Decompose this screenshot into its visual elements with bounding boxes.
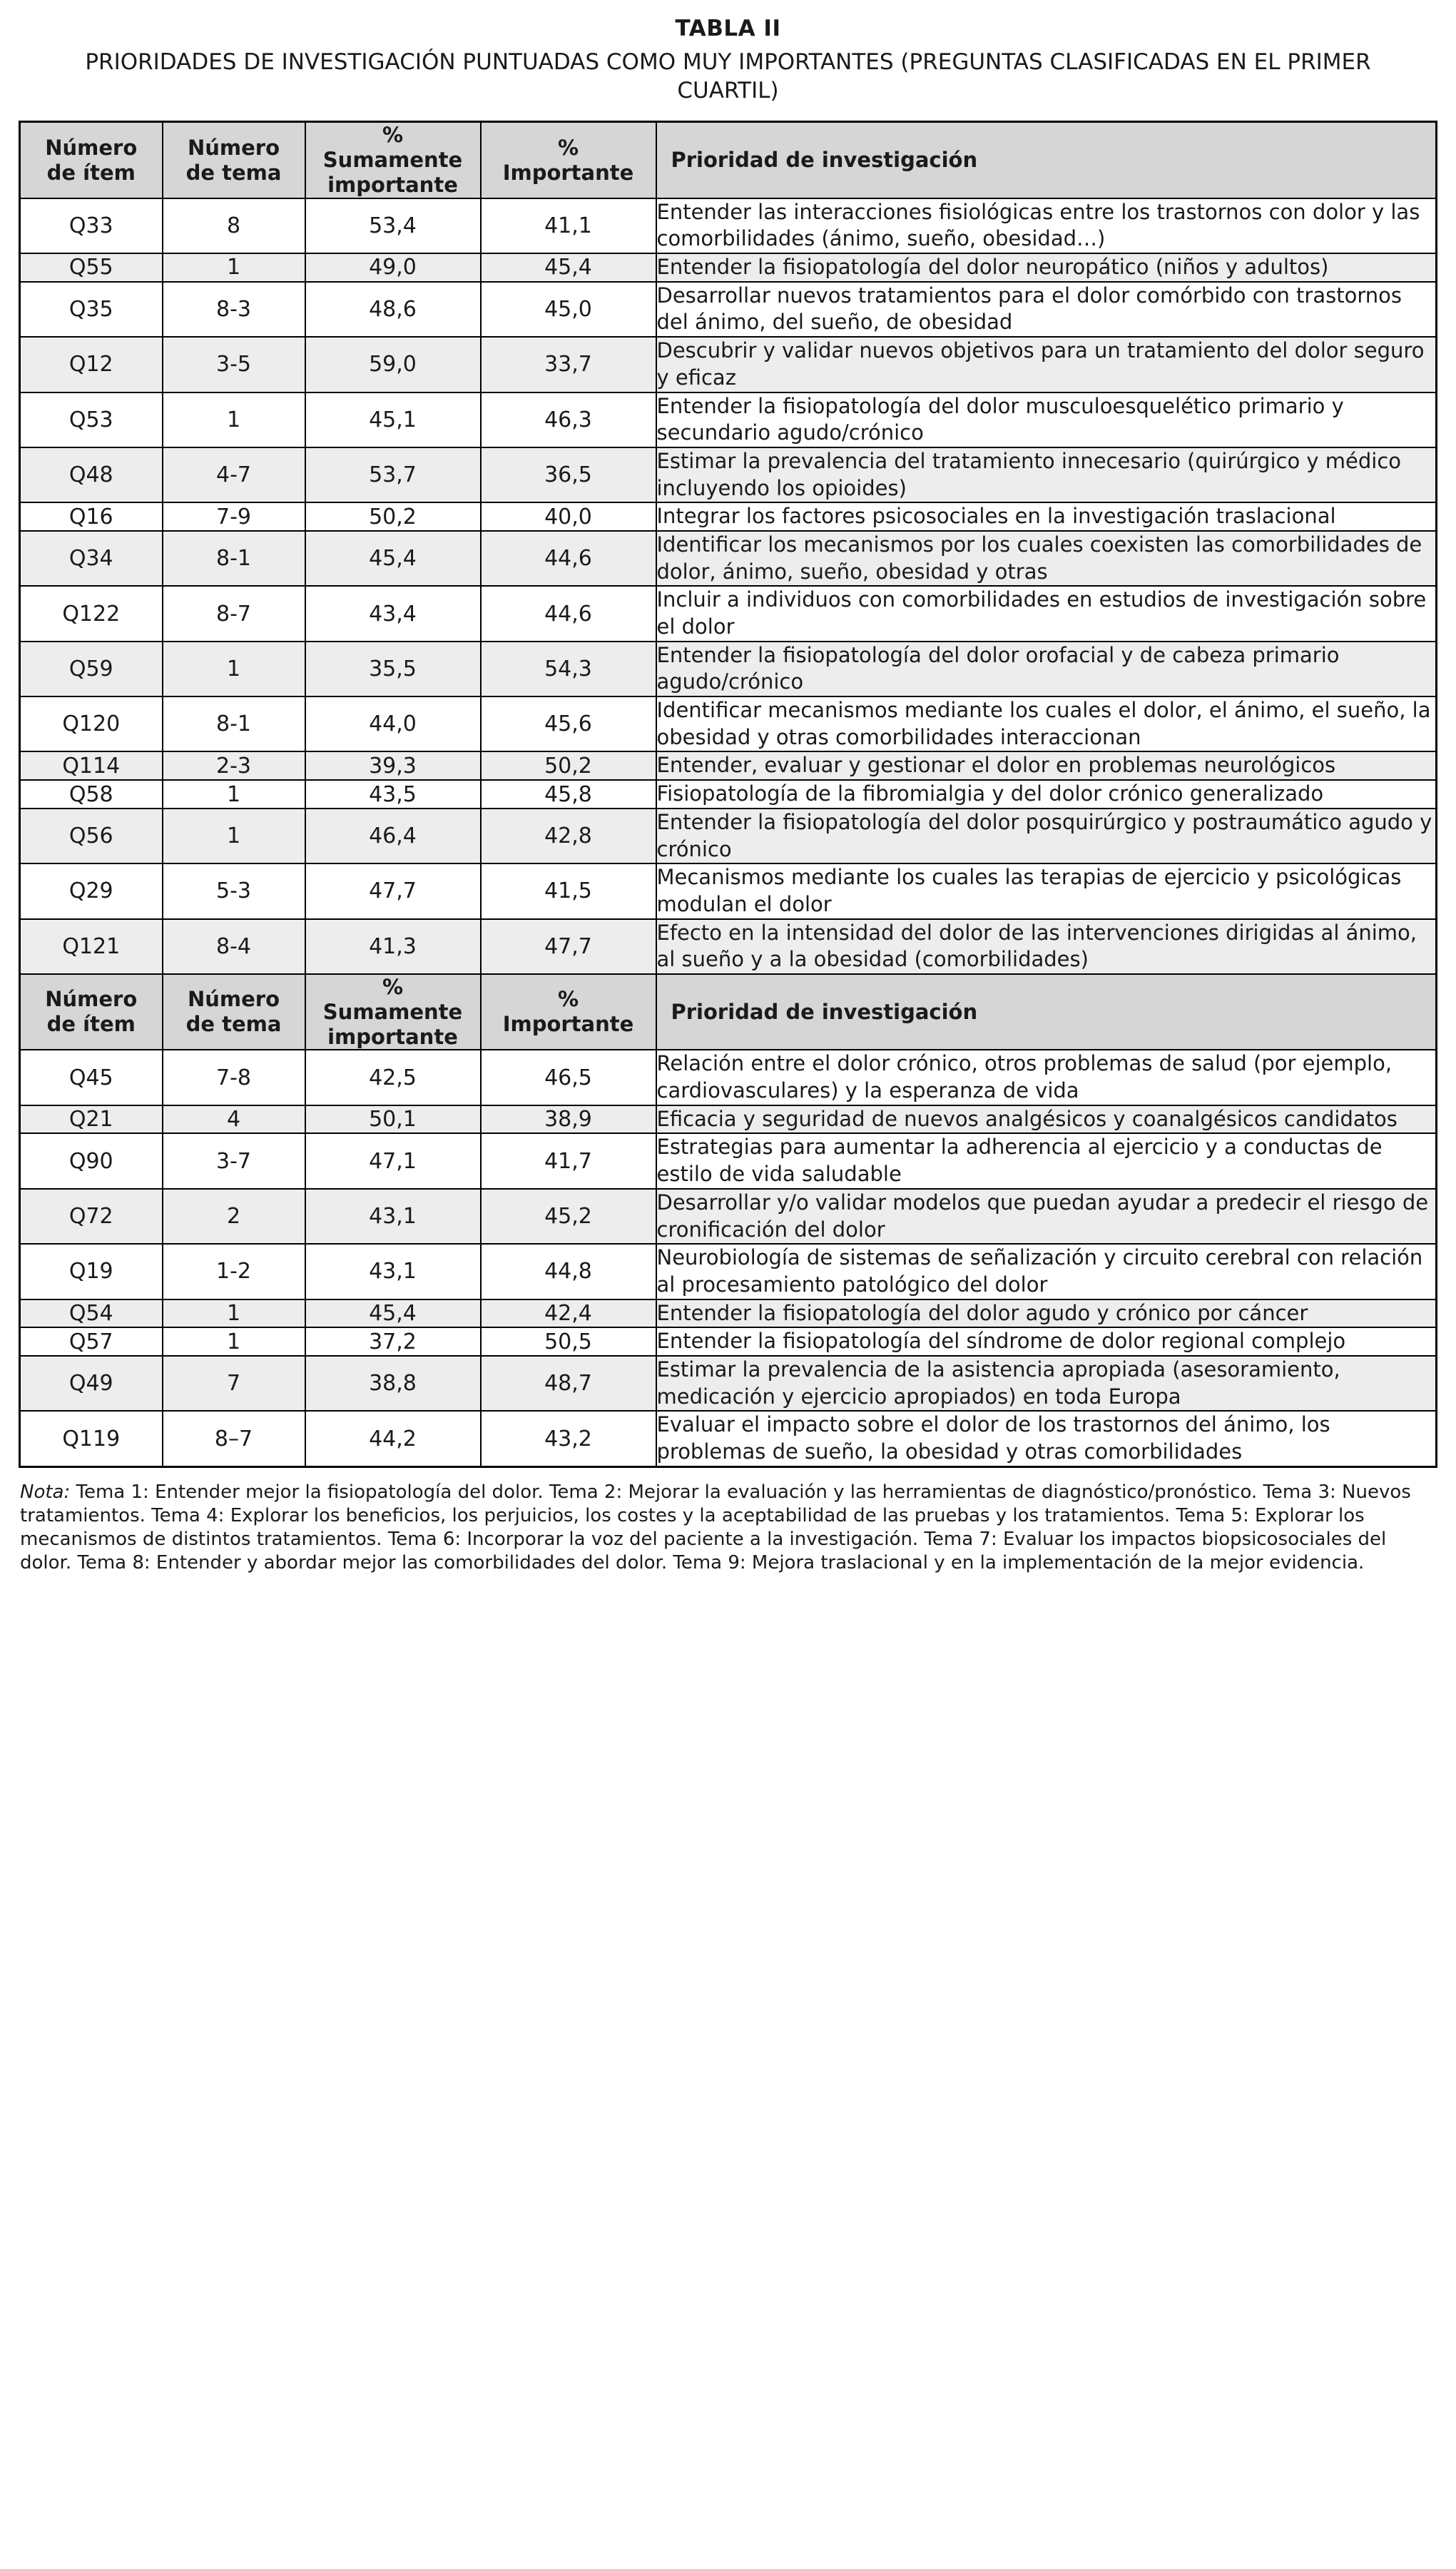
column-header-theme-line-2: de tema	[185, 160, 282, 185]
cell-priority: Desarrollar nuevos tratamientos para el dolor comórbido con trastornos del ánimo, del sueño, de obesidad	[656, 282, 1437, 337]
cell-item: Q35	[20, 282, 163, 337]
cell-important: 44,8	[481, 1244, 656, 1299]
column-header-very-important-line-2: Sumamente	[322, 148, 463, 173]
column-header-very-important	[305, 974, 481, 1050]
table-header-row	[20, 122, 1437, 198]
cell-theme: 1	[163, 809, 305, 863]
cell-item: Q72	[20, 1189, 163, 1244]
cell-item: Q55	[20, 253, 163, 282]
cell-theme: 1	[163, 392, 305, 447]
cell-item: Q21	[20, 1105, 163, 1134]
cell-item: Q114	[20, 751, 163, 780]
cell-very-important: 41,3	[305, 919, 481, 974]
cell-important: 41,1	[481, 198, 656, 253]
cell-important: 46,3	[481, 392, 656, 447]
table-row	[20, 282, 1437, 337]
cell-priority: Entender la fisiopatología del dolor orofacial y de cabeza primario agudo/crónico	[656, 642, 1437, 696]
cell-item: Q58	[20, 780, 163, 809]
cell-theme: 8–7	[163, 1411, 305, 1466]
table-row	[20, 1327, 1437, 1356]
cell-item: Q56	[20, 809, 163, 863]
table-row	[20, 1244, 1437, 1299]
cell-item: Q16	[20, 502, 163, 531]
cell-important: 36,5	[481, 447, 656, 502]
column-header-important	[481, 122, 656, 198]
table-row	[20, 809, 1437, 863]
table-row	[20, 1133, 1437, 1188]
column-header-priority-line-1: Prioridad de investigación	[671, 999, 978, 1024]
cell-very-important: 50,2	[305, 502, 481, 531]
cell-theme: 8-4	[163, 919, 305, 974]
cell-important: 45,4	[481, 253, 656, 282]
cell-important: 41,7	[481, 1133, 656, 1188]
cell-item: Q57	[20, 1327, 163, 1356]
cell-priority: Mecanismos mediante los cuales las terapias de ejercicio y psicológicas modulan el dolor	[656, 863, 1437, 918]
cell-priority: Identificar los mecanismos por los cuales coexisten las comorbilidades de dolor, ánimo, sueño, obesidad y otras	[656, 531, 1437, 586]
cell-very-important: 47,1	[305, 1133, 481, 1188]
cell-important: 44,6	[481, 586, 656, 641]
cell-theme: 1	[163, 1299, 305, 1328]
cell-very-important: 35,5	[305, 642, 481, 696]
cell-important: 45,2	[481, 1189, 656, 1244]
cell-important: 45,6	[481, 696, 656, 751]
table-note	[20, 1481, 1436, 1576]
cell-item: Q49	[20, 1356, 163, 1411]
cell-priority: Estrategias para aumentar la adherencia al ejercicio y a conductas de estilo de vida saludable	[656, 1133, 1437, 1188]
cell-item: Q119	[20, 1411, 163, 1466]
table-row	[20, 863, 1437, 918]
cell-very-important: 49,0	[305, 253, 481, 282]
cell-very-important: 50,1	[305, 1105, 481, 1134]
cell-very-important: 43,5	[305, 780, 481, 809]
column-header-item	[20, 974, 163, 1050]
cell-priority: Efecto en la intensidad del dolor de las intervenciones dirigidas al ánimo, al sueño y a la obesidad (comorbilidades)	[656, 919, 1437, 974]
column-header-important	[481, 974, 656, 1050]
column-header-theme-line-1: Número	[187, 135, 280, 160]
table-row	[20, 919, 1437, 974]
table-row	[20, 447, 1437, 502]
cell-item: Q120	[20, 696, 163, 751]
table-row	[20, 642, 1437, 696]
cell-priority: Fisiopatología de la fibromialgia y del dolor crónico generalizado	[656, 780, 1437, 809]
cell-item: Q59	[20, 642, 163, 696]
cell-item: Q54	[20, 1299, 163, 1328]
cell-important: 45,0	[481, 282, 656, 337]
cell-item: Q19	[20, 1244, 163, 1299]
cell-very-important: 39,3	[305, 751, 481, 780]
cell-very-important: 44,0	[305, 696, 481, 751]
cell-priority: Entender la fisiopatología del dolor neuropático (niños y adultos)	[656, 253, 1437, 282]
cell-very-important: 38,8	[305, 1356, 481, 1411]
cell-very-important: 48,6	[305, 282, 481, 337]
note-text: Tema 1: Entender mejor la fisiopatología del dolor. Tema 2: Mejorar la evaluación y las herramientas de diagnóstico/pronóstico. Tema 3: Nuevos tratamientos. Tema 4: Explorar los beneficios, los perjuicios, los costes y la aceptabilidad de las pruebas y los tratamientos. Tema 5: Explorar los mecanismos de distintos tratamientos. Tema 6: Incorporar la voz del paciente a la investigación. Tema 7: Evaluar los impactos biopsicosociales del dolor. Tema 8: Entender y abordar mejor las comorbilidades del dolor. Tema 9: Mejora traslacional y en la implementación de la mejor evidencia.	[20, 1481, 1411, 1574]
cell-item: Q53	[20, 392, 163, 447]
cell-priority: Entender las interacciones fisiológicas entre los trastornos con dolor y las comorbilidades (ánimo, sueño, obesidad…)	[656, 198, 1437, 253]
table-row	[20, 1050, 1437, 1105]
table-row	[20, 337, 1437, 392]
table-row	[20, 531, 1437, 586]
table-row	[20, 1105, 1437, 1134]
cell-very-important: 46,4	[305, 809, 481, 863]
table-row	[20, 696, 1437, 751]
cell-item: Q45	[20, 1050, 163, 1105]
column-header-important-line-2: Importante	[502, 1012, 634, 1037]
cell-important: 41,5	[481, 863, 656, 918]
table-label: TABLA II	[675, 16, 781, 41]
cell-very-important: 47,7	[305, 863, 481, 918]
column-header-very-important-line-1: %	[382, 123, 404, 148]
cell-important: 42,4	[481, 1299, 656, 1328]
table-header-row	[20, 974, 1437, 1050]
cell-theme: 1	[163, 253, 305, 282]
table-row	[20, 1356, 1437, 1411]
column-header-priority	[656, 122, 1437, 198]
column-header-priority	[656, 974, 1437, 1050]
column-header-theme	[163, 974, 305, 1050]
column-header-very-important	[305, 122, 481, 198]
cell-theme: 8-3	[163, 282, 305, 337]
cell-theme: 1	[163, 642, 305, 696]
cell-important: 33,7	[481, 337, 656, 392]
cell-priority: Neurobiología de sistemas de señalización y circuito cerebral con relación al procesamiento patológico del dolor	[656, 1244, 1437, 1299]
cell-very-important: 43,4	[305, 586, 481, 641]
cell-important: 50,5	[481, 1327, 656, 1356]
cell-important: 47,7	[481, 919, 656, 974]
cell-priority: Integrar los factores psicosociales en la investigación traslacional	[656, 502, 1437, 531]
column-header-item-line-2: de ítem	[46, 1012, 136, 1037]
cell-theme: 8-1	[163, 696, 305, 751]
table-row	[20, 1299, 1437, 1328]
column-header-important-line-2: Importante	[502, 160, 634, 185]
cell-theme: 1	[163, 780, 305, 809]
cell-priority: Desarrollar y/o validar modelos que puedan ayudar a predecir el riesgo de cronificación del dolor	[656, 1189, 1437, 1244]
table-row	[20, 253, 1437, 282]
cell-very-important: 45,4	[305, 531, 481, 586]
cell-priority: Identificar mecanismos mediante los cuales el dolor, el ánimo, el sueño, la obesidad y otras comorbilidades interaccionan	[656, 696, 1437, 751]
cell-theme: 3-7	[163, 1133, 305, 1188]
cell-important: 40,0	[481, 502, 656, 531]
table-row	[20, 751, 1437, 780]
column-header-item	[20, 122, 163, 198]
cell-important: 45,8	[481, 780, 656, 809]
column-header-very-important-line-1: %	[382, 974, 404, 999]
cell-theme: 8-1	[163, 531, 305, 586]
table-row	[20, 198, 1437, 253]
cell-important: 38,9	[481, 1105, 656, 1134]
cell-item: Q121	[20, 919, 163, 974]
cell-item: Q90	[20, 1133, 163, 1188]
cell-theme: 2-3	[163, 751, 305, 780]
cell-priority: Estimar la prevalencia de la asistencia apropiada (asesoramiento, medicación y ejercicio apropiados) en toda Europa	[656, 1356, 1437, 1411]
cell-theme: 4	[163, 1105, 305, 1134]
note-label: Nota:	[20, 1481, 71, 1503]
column-header-theme-line-2: de tema	[185, 1012, 282, 1037]
cell-priority: Incluir a individuos con comorbilidades en estudios de investigación sobre el dolor	[656, 586, 1437, 641]
cell-very-important: 44,2	[305, 1411, 481, 1466]
cell-very-important: 53,7	[305, 447, 481, 502]
cell-theme: 7-9	[163, 502, 305, 531]
cell-important: 42,8	[481, 809, 656, 863]
cell-important: 50,2	[481, 751, 656, 780]
cell-theme: 7-8	[163, 1050, 305, 1105]
column-header-theme-line-1: Número	[187, 987, 280, 1012]
column-header-theme	[163, 122, 305, 198]
cell-item: Q29	[20, 863, 163, 918]
cell-priority: Entender la fisiopatología del dolor musculoesquelético primario y secundario agudo/crónico	[656, 392, 1437, 447]
table-row	[20, 586, 1437, 641]
cell-priority: Estimar la prevalencia del tratamiento innecesario (quirúrgico y médico incluyendo los opioides)	[656, 447, 1437, 502]
table-row	[20, 392, 1437, 447]
column-header-important-line-1: %	[557, 135, 579, 160]
cell-priority: Entender la fisiopatología del dolor agudo y crónico por cáncer	[656, 1299, 1437, 1328]
table-row	[20, 1189, 1437, 1244]
table-title: PRIORIDADES DE INVESTIGACIÓN PUNTUADAS COMO MUY IMPORTANTES (PREGUNTAS CLASIFICADAS EN EL PRIMER CUARTIL)	[85, 49, 1371, 103]
cell-theme: 3-5	[163, 337, 305, 392]
cell-very-important: 43,1	[305, 1189, 481, 1244]
column-header-important-line-1: %	[557, 987, 579, 1012]
cell-very-important: 43,1	[305, 1244, 481, 1299]
cell-theme: 7	[163, 1356, 305, 1411]
cell-priority: Entender la fisiopatología del dolor posquirúrgico y postraumático agudo y crónico	[656, 809, 1437, 863]
column-header-very-important-line-3: importante	[327, 172, 458, 197]
cell-theme: 5-3	[163, 863, 305, 918]
cell-important: 44,6	[481, 531, 656, 586]
cell-theme: 2	[163, 1189, 305, 1244]
cell-priority: Relación entre el dolor crónico, otros problemas de salud (por ejemplo, cardiovasculares) y la esperanza de vida	[656, 1050, 1437, 1105]
table-row	[20, 502, 1437, 531]
cell-theme: 1-2	[163, 1244, 305, 1299]
cell-item: Q12	[20, 337, 163, 392]
cell-priority: Eficacia y seguridad de nuevos analgésicos y coanalgésicos candidatos	[656, 1105, 1437, 1134]
cell-priority: Descubrir y validar nuevos objetivos para un tratamiento del dolor seguro y eficaz	[656, 337, 1437, 392]
cell-item: Q48	[20, 447, 163, 502]
cell-priority: Entender, evaluar y gestionar el dolor en problemas neurológicos	[656, 751, 1437, 780]
cell-item: Q33	[20, 198, 163, 253]
cell-very-important: 45,4	[305, 1299, 481, 1328]
cell-theme: 4-7	[163, 447, 305, 502]
cell-very-important: 53,4	[305, 198, 481, 253]
column-header-very-important-line-3: importante	[327, 1024, 458, 1049]
cell-priority: Entender la fisiopatología del síndrome de dolor regional complejo	[656, 1327, 1437, 1356]
cell-important: 43,2	[481, 1411, 656, 1466]
column-header-item-line-2: de ítem	[46, 160, 136, 185]
cell-very-important: 45,1	[305, 392, 481, 447]
column-header-very-important-line-2: Sumamente	[322, 999, 463, 1024]
cell-important: 54,3	[481, 642, 656, 696]
cell-item: Q122	[20, 586, 163, 641]
column-header-priority-line-1: Prioridad de investigación	[671, 148, 978, 173]
research-priorities-table	[19, 121, 1437, 1467]
cell-theme: 1	[163, 1327, 305, 1356]
cell-very-important: 42,5	[305, 1050, 481, 1105]
cell-important: 48,7	[481, 1356, 656, 1411]
cell-theme: 8-7	[163, 586, 305, 641]
table-row	[20, 780, 1437, 809]
column-header-item-line-1: Número	[45, 135, 138, 160]
cell-very-important: 59,0	[305, 337, 481, 392]
table-row	[20, 1411, 1437, 1466]
cell-priority: Evaluar el impacto sobre el dolor de los trastornos del ánimo, los problemas de sueño, la obesidad y otras comorbilidades	[656, 1411, 1437, 1466]
cell-very-important: 37,2	[305, 1327, 481, 1356]
column-header-item-line-1: Número	[45, 987, 138, 1012]
cell-theme: 8	[163, 198, 305, 253]
cell-item: Q34	[20, 531, 163, 586]
cell-important: 46,5	[481, 1050, 656, 1105]
